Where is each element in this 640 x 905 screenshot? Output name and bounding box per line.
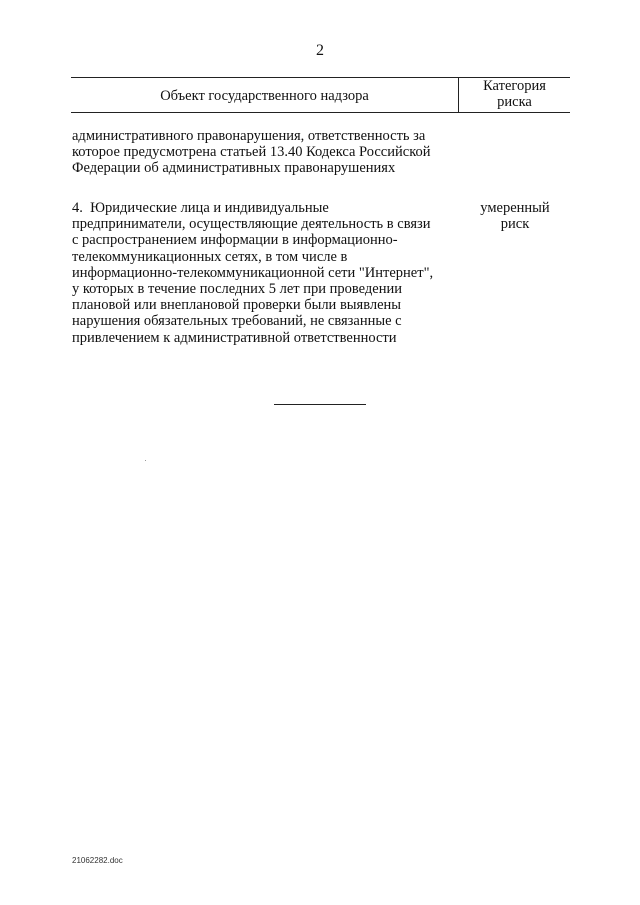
table-row-4-object: 4. Юридические лица и индивидуальные предприниматели, осуществляющие деятельность в связи с распространением информации в информационно- телекоммуникационных сетях, в том числе в информационно-телекоммуникационной сети "Интернет", у которых в течение последних 5 лет при проведении плановой или внеплановой проверки были выявлены нарушения обязательных требований, не связанные с привлечением к административной ответственности: [72, 200, 434, 346]
header-risk-category: Категория риска: [483, 78, 546, 110]
table-row-4-risk: умеренный риск: [480, 200, 550, 233]
table-row-continued-object: административного правонарушения, ответственность за которое предусмотрена статьей 13.40 Кодекса Российской Федерации об административных правонарушениях: [72, 128, 431, 177]
scan-speck: [145, 460, 146, 461]
page-number: 2: [316, 42, 324, 59]
footer-file-name: 21062282.doc: [72, 856, 123, 865]
header-object: Объект государственного надзора: [160, 88, 369, 104]
table-header-rule: [71, 112, 570, 113]
end-of-table-rule: [274, 404, 366, 405]
